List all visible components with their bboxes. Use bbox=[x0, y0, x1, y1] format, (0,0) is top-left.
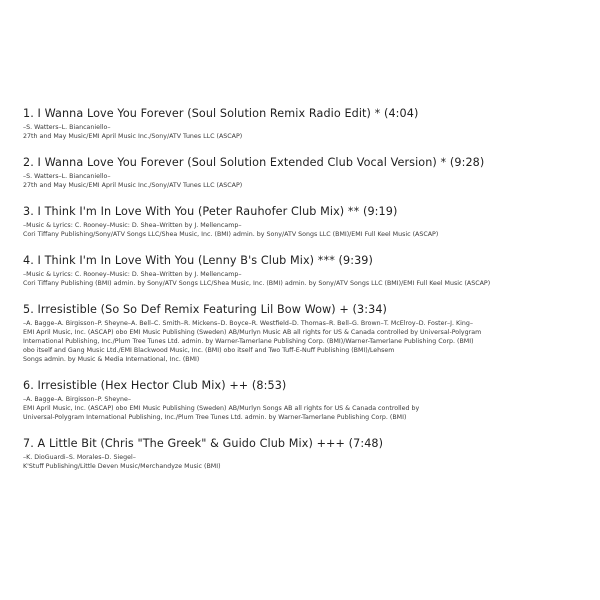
publisher-credit: obo itself and Gang Music Ltd./EMI Blackwood Music, Inc. (BMI) obo itself and Two Tuff-E-Nuff Publishing (BMI)/Lehsem bbox=[23, 347, 395, 354]
track-title: 6. Irresistible (Hex Hector Club Mix) ++ (8:53) bbox=[23, 379, 287, 392]
publisher-credit: EMI April Music, Inc. (ASCAP) obo EMI Music Publishing (Sweden) AB/Murlyn Music AB all rights for US & Canada controlled by Universal-Polygram bbox=[23, 329, 482, 336]
songwriter-credit: –K. DioGuardi–S. Morales–D. Siegel– bbox=[23, 454, 136, 461]
track-title: 2. I Wanna Love You Forever (Soul Solution Extended Club Vocal Version) * (9:28) bbox=[23, 156, 485, 169]
songwriter-credit: –A. Bagge–A. Birgisson–P. Sheyne– bbox=[23, 396, 132, 403]
publisher-credit: Cori Tiffany Publishing (BMI) admin. by Sony/ATV Songs LLC/Shea Music, Inc. (BMI) admin. by Sony/ATV Songs LLC (BMI)/EMI Full Keel Music (ASCAP) bbox=[23, 280, 491, 287]
track-7 bbox=[23, 436, 583, 471]
publisher-credit: 27th and May Music/EMI April Music Inc./Sony/ATV Tunes LLC (ASCAP) bbox=[23, 133, 243, 140]
songwriter-credit: –Music & Lyrics: C. Rooney–Music: D. Shea–Written by J. Mellencamp– bbox=[23, 271, 242, 278]
track-4 bbox=[23, 253, 583, 288]
songwriter-credit: –Music & Lyrics: C. Rooney–Music: D. Shea–Written by J. Mellencamp– bbox=[23, 222, 242, 229]
publisher-credit: Universal-Polygram International Publishing, Inc./Plum Tree Tunes Ltd. admin. by Warner-Tamerlane Publishing Corp. (BMI) bbox=[23, 414, 407, 421]
songwriter-credit: –S. Watters–L. Biancaniello– bbox=[23, 124, 111, 131]
track-2 bbox=[23, 155, 583, 190]
track-title: 1. I Wanna Love You Forever (Soul Solution Remix Radio Edit) * (4:04) bbox=[23, 107, 419, 120]
track-title: 7. A Little Bit (Chris "The Greek" & Guido Club Mix) +++ (7:48) bbox=[23, 437, 384, 450]
track-title: 3. I Think I'm In Love With You (Peter Rauhofer Club Mix) ** (9:19) bbox=[23, 205, 398, 218]
publisher-credit: 27th and May Music/EMI April Music Inc./Sony/ATV Tunes LLC (ASCAP) bbox=[23, 182, 243, 189]
track-5 bbox=[23, 302, 583, 364]
publisher-credit: Songs admin. by Music & Media International, Inc. (BMI) bbox=[23, 356, 200, 363]
track-title: 4. I Think I'm In Love With You (Lenny B's Club Mix) *** (9:39) bbox=[23, 254, 373, 267]
track-6 bbox=[23, 378, 583, 422]
track-listing bbox=[23, 106, 583, 471]
track-1 bbox=[23, 106, 583, 141]
track-3 bbox=[23, 204, 583, 239]
publisher-credit: International Publishing, Inc./Plum Tree Tunes Ltd. admin. by Warner-Tamerlane Publishing Corp. (BMI)/Warner-Tamerlane Publishing Corp. (BMI) bbox=[23, 338, 474, 345]
songwriter-credit: –S. Watters–L. Biancaniello– bbox=[23, 173, 111, 180]
songwriter-credit: –A. Bagge–A. Birgisson–P. Sheyne–A. Bell–C. Smith–R. Mickens–D. Boyce–R. Westfield–D. Thomas–R. Bell–G. Brown–T. McElroy–D. Foster–J. King– bbox=[23, 320, 474, 327]
publisher-credit: EMI April Music, Inc. (ASCAP) obo EMI Music Publishing (Sweden) AB/Murlyn Songs AB all rights for US & Canada controlled by bbox=[23, 405, 420, 412]
track-title: 5. Irresistible (So So Def Remix Featuring Lil Bow Wow) + (3:34) bbox=[23, 303, 388, 316]
publisher-credit: Cori Tiffany Publishing/Sony/ATV Songs LLC/Shea Music, Inc. (BMI) admin. by Sony/ATV Songs LLC (BMI)/EMI Full Keel Music (ASCAP) bbox=[23, 231, 439, 238]
publisher-credit: K'Stuff Publishing/Little Deven Music/Merchandyze Music (BMI) bbox=[23, 463, 221, 470]
